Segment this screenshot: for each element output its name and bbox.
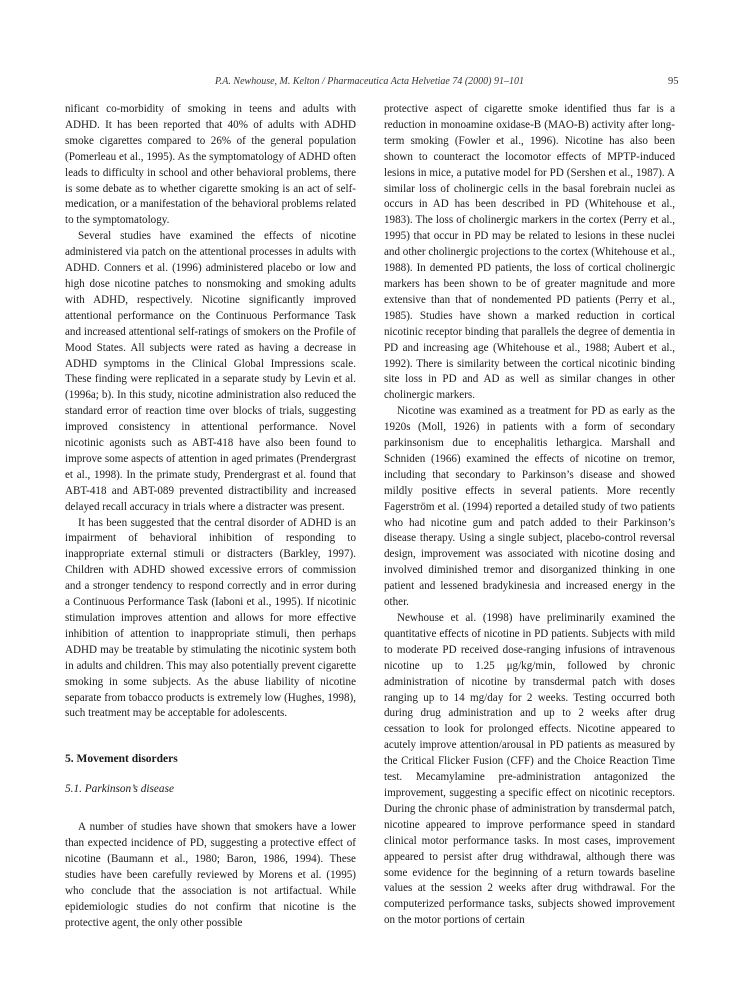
paragraph: It has been suggested that the central disorder of ADHD is an impairment of behavioral inhibition of responding to inappropriate external stimuli or distracters (Barkley, 1997). Children with ADHD showed excessive errors of commission and a stronger tendency to respond correctly and in error during a Continuous Performance Task (Iaboni et al., 1995). If nicotinic stimulation improves attention and allows for more effective inhibition of attention to inappropriate stimuli, then perhaps ADHD may be treatable by stimulating the nicotinic system both in adults and children. This may also potentially prevent cigarette smoking in some subjects. As the abuse liability of nicotine separate from tobacco products is extremely low (Hughes, 1998), such treatment may be acceptable for adolescents. (65, 516, 356, 720)
page-number: 95 (668, 76, 679, 87)
paragraph: Newhouse et al. (1998) have preliminarily examined the quantitative effects of nicotine in PD patients. Subjects with mild to moderate PD received dose-ranging infusions of intravenous nicotine up to 1.25 μg/kg/min, followed by chronic administration of nicotine by transdermal patch with doses ranging up to 14 mg/day for 2 weeks. Testing occurred both during drug administration and up to 2 weeks after drug cessation to look for prolonged effects. Nicotine appeared to acutely improve attention/arousal in PD patients as measured by the Critical Flicker Fusion (CFF) and the Choice Reaction Time test. Mecamylamine pre-administration antagonized the improvement, suggesting a specific effect on nicotinic receptors. During the chronic phase of administration by transdermal patch, nicotine appeared to improve performance speed in standard clinical motor performance tasks. In most cases, improvement appeared to persist after drug withdrawal, although there was some evidence for the beginning of a return towards baseline values at the session 2 weeks after drug withdrawal. For the computerized performance tasks, subjects showed improvement on the motor portions of certain (384, 612, 675, 927)
section-heading: 5. Movement disorders (65, 753, 178, 766)
paragraph: nificant co-morbidity of smoking in teens and adults with ADHD. It has been reported that 40% of adults with ADHD smoke cigarettes compared to 26% of the general population (Pomerleau et al., 1995). As the symptomatology of ADHD often leads to difficulty in school and other behavioral problems, there is some debate as to whether cigarette smoking is an act of self-medication, or a manifestation of the behavioral problems related to the symptomatology. (65, 103, 356, 227)
left-column (65, 102, 356, 932)
paragraph: Nicotine was examined as a treatment for PD as early as the 1920s (Moll, 1926) in patients with a form of secondary parkinsonism due to encephalitis lethargica. Marshall and Schniden (1966) examined the effects of nicotine on tremor, including that secondary to Parkinson’s disease and showed mildly positive effects in several patients. More recently Fagerström et al. (1994) reported a detailed study of two patients who had nicotine gum and patch added to their Parkinson’s disease therapy. Using a single subject, placebo-control reversal design, improvement was associated with nicotine dosing and involved diminished tremor and disorganized thinking in one patient and lessened bradykinesia and increased energy in the other. (384, 405, 675, 609)
right-column (384, 102, 675, 929)
paragraph: protective aspect of cigarette smoke identified thus far is a reduction in monoamine oxidase-B (MAO-B) activity after long-term smoking (Fowler et al., 1996). Nicotine has also been shown to counteract the locomotor effects of MPTP-induced lesions in mice, a putative model for PD (Sershen et al., 1987). A similar loss of cholinergic cells in the basal forebrain nuclei as occurs in AD has been described in PD (Whitehouse et al., 1983). The loss of cholinergic markers in the cortex (Perry et al., 1995) that occur in PD may be related to lesions in these nuclei and other cholinergic projections to the cortex (Whitehouse et al., 1988). In demented PD patients, the loss of cortical cholinergic markers has been shown to be of greater magnitude and more extensive than that of nondemented PD patients (Perry et al., 1985). Studies have shown a marked reduction in cortical nicotinic receptor binding that parallels the degree of dementia in PD and increasing age (Whitehouse et al., 1988; Aubert et al., 1992). There is similarity between the cortical nicotinic binding site loss in PD and AD as well as similar changes in other cholinergic markers. (384, 103, 675, 402)
paragraph: A number of studies have shown that smokers have a lower than expected incidence of PD, suggesting a protective effect of nicotine (Baumann et al., 1980; Baron, 1986, 1994). These studies have been carefully reviewed by Morens et al. (1995) who conclude that the association is not artifactual. While epidemiologic studies do not confirm that nicotine is the protective agent, the only other possible (65, 821, 356, 929)
subsection-heading: 5.1. Parkinson’s disease (65, 783, 174, 796)
paragraph: Several studies have examined the effects of nicotine administered via patch on the attentional processes in adults with ADHD. Conners et al. (1996) administered placebo or low and high dose nicotine patches to nonsmoking and smoking adults with ADHD, respectively. Nicotine significantly improved attentional performance on the Continuous Performance Task and increased attentional self-ratings of smokers on the Profile of Mood States. All subjects were rated as having a decrease in ADHD symptoms in the Clinical Global Impressions scale. These finding were replicated in a separate study by Levin et al. (1996a; b). In this study, nicotine administration also reduced the standard error of reaction time over blocks of trials, suggesting improved consistency in attentional performance. Novel nicotinic agonists such as ABT-418 have also been found to improve some aspects of attention in aged primates (Prendergrast et al., 1998). In the primate study, Prendergrast et al. found that ABT-418 and ABT-089 prevented distractibility and increased delayed recall accuracy in trials where a distracter was present. (65, 230, 356, 513)
running-header: P.A. Newhouse, M. Kelton / Pharmaceutica Acta Helvetiae 74 (2000) 91–101 (214, 76, 525, 87)
